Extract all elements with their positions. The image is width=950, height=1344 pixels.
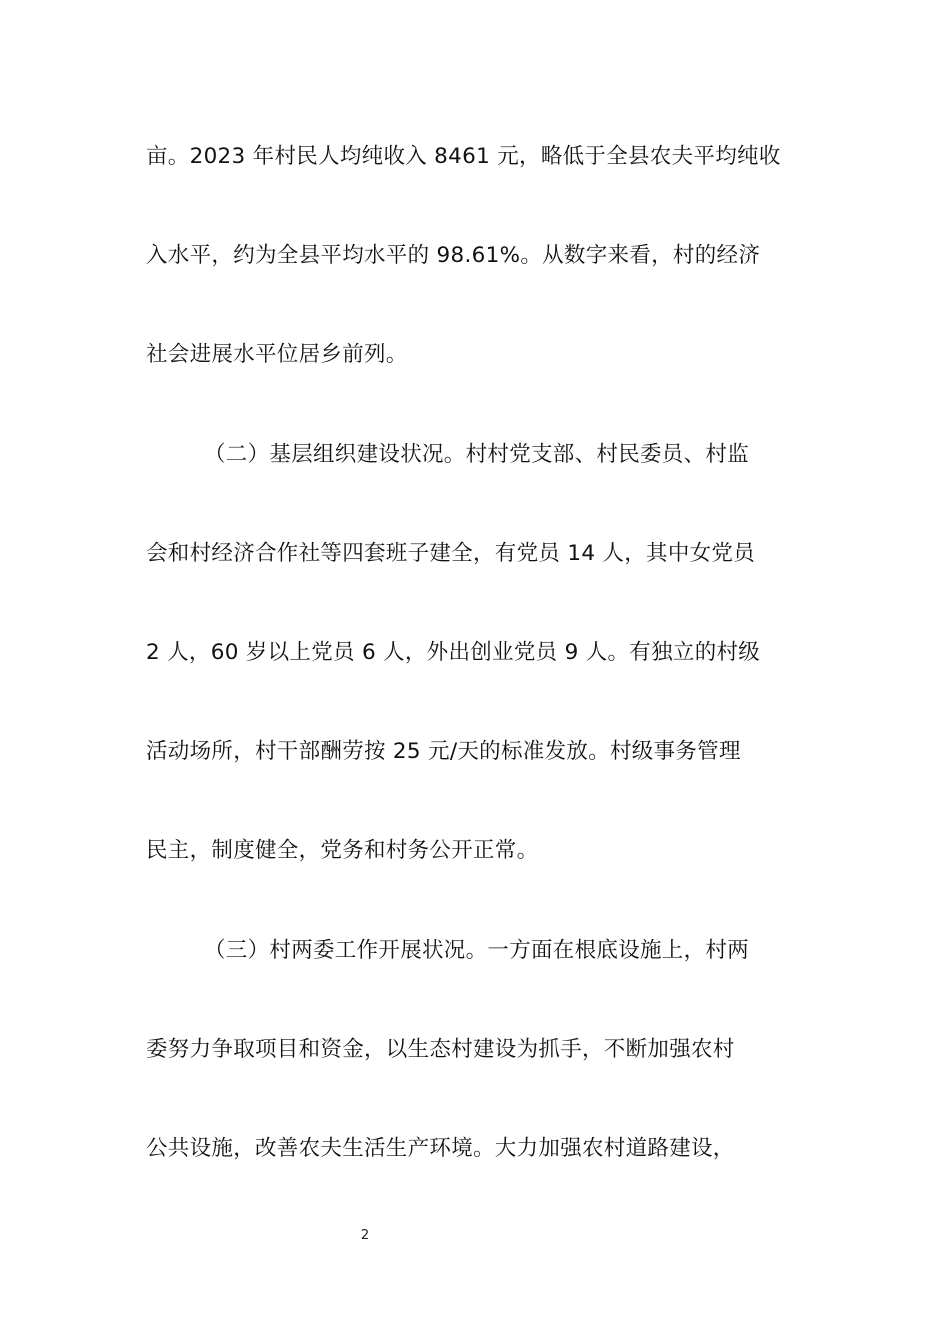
text-line: 会和村经济合作社等四套班子建全，有党员 14 人，其中女党员 bbox=[146, 540, 756, 566]
text-line: 入水平，约为全县平均水平的 98.61%。从数字来看，村的经济 bbox=[146, 243, 761, 269]
text-line: 委努力争取项目和资金，以生态村建设为抓手，不断加强农村 bbox=[146, 1036, 735, 1062]
text-line: 亩。2023 年村民人均纯收入 8461 元，略低于全县农夫平均纯收 bbox=[146, 144, 781, 169]
page-number: 2 bbox=[360, 1228, 370, 1243]
paragraph-heading-line: （二）基层组织建设状况。村村党支部、村民委员、村监 bbox=[204, 441, 750, 467]
document-body bbox=[146, 132, 806, 1223]
text-line: 活动场所，村干部酬劳按 25 元/天的标准发放。村级事务管理 bbox=[146, 739, 741, 765]
paragraph-heading-line: （三）村两委工作开展状况。一方面在根底设施上，村两 bbox=[204, 937, 750, 963]
text-line: 公共设施，改善农夫生活生产环境。大力加强农村道路建设， bbox=[146, 1135, 735, 1161]
text-line: 社会进展水平位居乡前列。 bbox=[146, 342, 408, 368]
text-line: 2 人，60 岁以上党员 6 人，外出创业党员 9 人。有独立的村级 bbox=[146, 639, 761, 665]
text-line: 民主，制度健全，党务和村务公开正常。 bbox=[146, 838, 539, 864]
